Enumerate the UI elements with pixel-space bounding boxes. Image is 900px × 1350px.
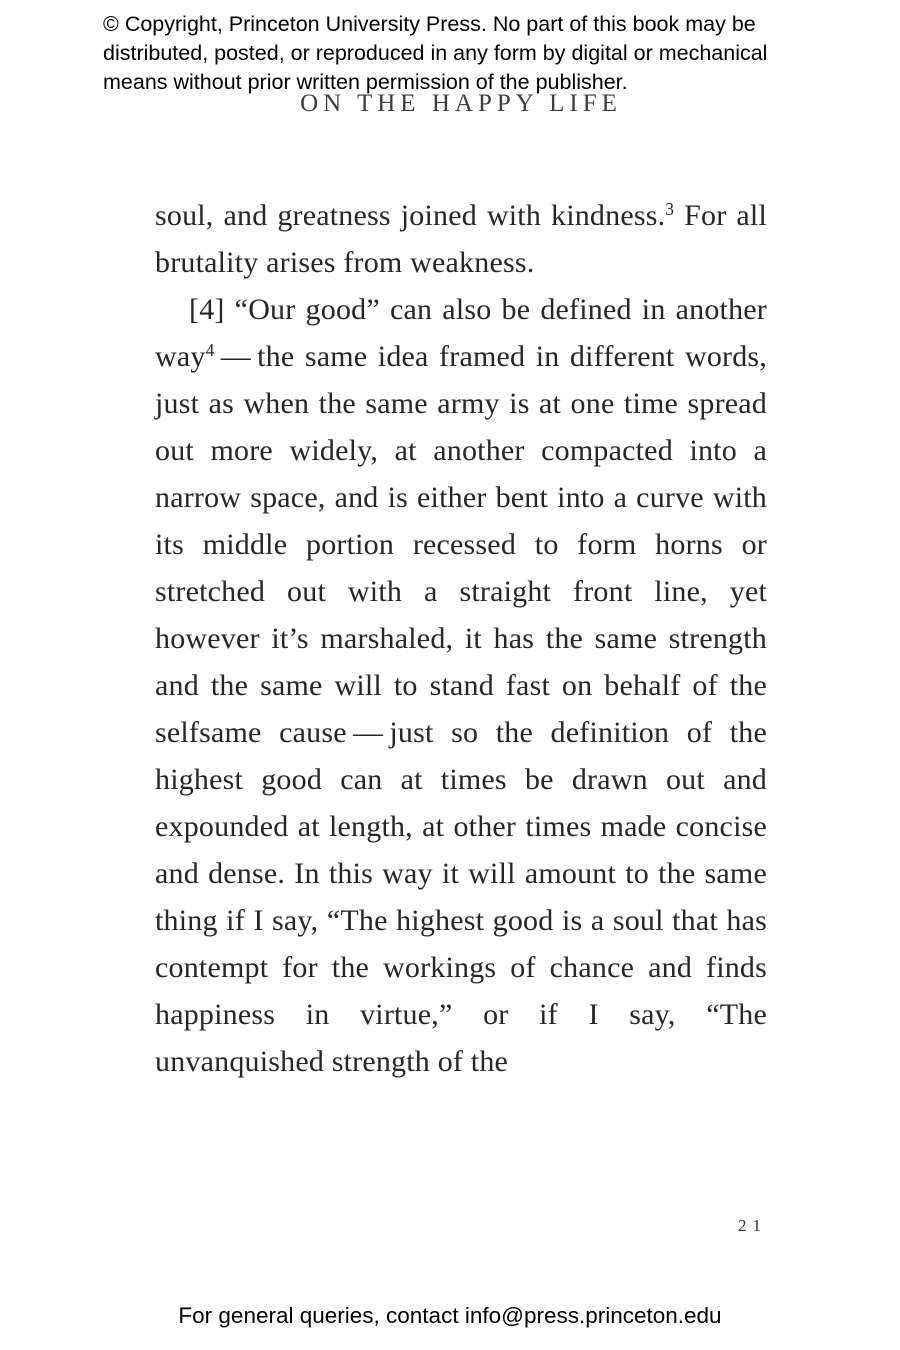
footnote-ref-4: 4 xyxy=(205,340,215,361)
copyright-line-3: means without prior written permission of the publisher. xyxy=(103,70,628,94)
paragraph-text: For all brutality arises from weakness. xyxy=(155,199,767,279)
body-text xyxy=(155,192,767,1085)
paragraph-text: — the same idea framed in different words, just as when the same army is at one time spread out more widely, at another compacted into a narrow space, and is either bent into a curve with its middle portion recessed to form horns or stretched out with a straight front line, yet however it’s marshaled, it has the same strength and the same will to stand fast on behalf of the selfsame cause — just so the definition of the highest good can at times be drawn out and expounded at length, at other times made concise and dense. In this way it will amount to the same thing if I say, “The highest good is a soul that has contempt for the workings of chance and finds happiness in virtue,” or if I say, “The unvanquished strength of the xyxy=(155,340,767,1078)
paragraph-text: soul, and greatness joined with kindness. xyxy=(155,199,666,232)
copyright-notice xyxy=(103,10,823,97)
running-head: ON THE HAPPY LIFE xyxy=(300,90,622,117)
copyright-line-1: © Copyright, Princeton University Press. No part of this book may be xyxy=(103,12,756,36)
paragraph-continuation xyxy=(155,192,767,286)
paragraph-section-4 xyxy=(155,286,767,1085)
general-queries-footer: For general queries, contact info@press.princeton.edu xyxy=(178,1303,722,1328)
copyright-line-2: distributed, posted, or reproduced in any form by digital or mechanical xyxy=(103,41,768,65)
footnote-ref-3: 3 xyxy=(665,199,675,220)
paragraph-text: [4] “Our good” can also be defined in another way xyxy=(155,293,767,373)
page-number: 21 xyxy=(738,1216,767,1235)
